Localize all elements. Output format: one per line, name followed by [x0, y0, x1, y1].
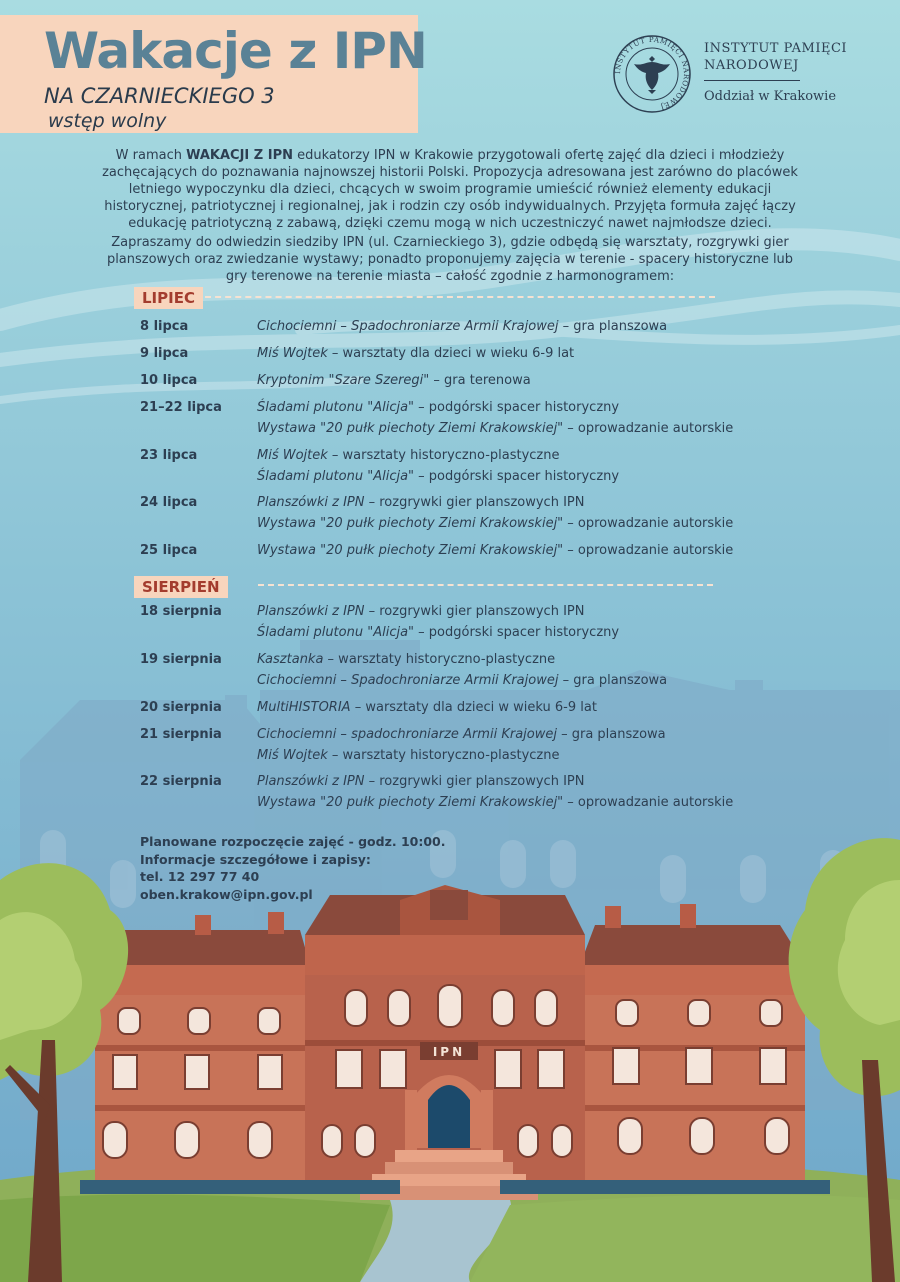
- svg-text:INSTYTUT PAMIĘCI NARODOWEJ: INSTYTUT PAMIĘCI NARODOWEJ: [612, 34, 692, 112]
- event-title: Śladami plutonu "Alicja": [257, 625, 415, 640]
- intro-text: W ramach: [115, 148, 187, 163]
- event-title: Cichociemni – spadochroniarze Armii Krajowej: [257, 727, 557, 742]
- event-description: – gra planszowa: [558, 319, 668, 334]
- phone: tel. 12 297 77 40: [140, 869, 260, 884]
- schedule-date: 21–22 lipca: [140, 400, 222, 415]
- event-description: – warsztaty historyczno-plastyczne: [323, 652, 556, 667]
- event-description: – warsztaty historyczno-plastyczne: [327, 748, 560, 763]
- event-description: – gra terenowa: [429, 373, 531, 388]
- event-title: Cichociemni – Spadochroniarze Armii Krajowej: [257, 673, 559, 688]
- schedule-event: [257, 601, 584, 622]
- event-title: Śladami plutonu "Alicja": [257, 400, 415, 415]
- schedule-event: [257, 370, 531, 391]
- event-description: – oprowadzanie autorskie: [563, 516, 734, 531]
- schedule-event: [257, 466, 619, 487]
- ipn-seal-icon: [612, 34, 692, 114]
- schedule-event: [257, 343, 574, 364]
- event-title: Planszówki z IPN: [257, 774, 365, 789]
- month-divider: [258, 584, 713, 586]
- event-title: Kasztanka: [257, 652, 324, 667]
- schedule-event: [257, 771, 584, 792]
- event-title: Miś Wojtek: [257, 448, 328, 463]
- intro-paragraph-1: [96, 147, 804, 232]
- schedule-date: 10 lipca: [140, 373, 198, 388]
- event-description: – oprowadzanie autorskie: [563, 543, 734, 558]
- institution-divider: [704, 80, 800, 81]
- schedule-event: [257, 622, 619, 643]
- schedule-date: 21 sierpnia: [140, 727, 222, 742]
- event-description: – podgórski spacer historyczny: [414, 469, 620, 484]
- schedule-event: [257, 540, 733, 561]
- event-description: – gra planszowa: [556, 727, 666, 742]
- event-title: Cichociemni – Spadochroniarze Armii Krajowej: [257, 319, 559, 334]
- event-description: – oprowadzanie autorskie: [563, 421, 734, 436]
- schedule-date: 25 lipca: [140, 543, 198, 558]
- email[interactable]: oben.krakow@ipn.gov.pl: [140, 886, 313, 902]
- intro-paragraph-2: Zapraszamy do odwiedzin siedziby IPN (ul. Czarnieckiego 3), gdzie odbędą się warsztaty, rozgrywki gier planszowych oraz zwiedzanie wystawy; ponadto proponujemy zajęcia w terenie - spacery historyczne lub gry terenowe na terenie miasta – całość zgodnie z harmonogramem:: [106, 235, 794, 284]
- month-august: SIERPIEŃ: [134, 576, 228, 598]
- event-title: Wystawa "20 pułk piechoty Ziemi Krakowskiej": [257, 795, 564, 810]
- schedule-event: [257, 792, 733, 813]
- event-description: – warsztaty historyczno-plastyczne: [327, 448, 560, 463]
- schedule-date: 23 lipca: [140, 448, 198, 463]
- event-title: MultiHISTORIA: [257, 700, 351, 715]
- event-description: – rozgrywki gier planszowych IPN: [364, 604, 585, 619]
- event-description: – warsztaty dla dzieci w wieku 6-9 lat: [327, 346, 575, 361]
- event-title: Kryptonim "Szare Szeregi": [257, 373, 430, 388]
- start-time: Planowane rozpoczęcie zajęć - godz. 10:00.: [140, 834, 446, 849]
- schedule-event: [257, 670, 667, 691]
- schedule-event: [257, 745, 559, 766]
- schedule-event: [257, 418, 733, 439]
- schedule-event: [257, 513, 733, 534]
- event-title: Śladami plutonu "Alicja": [257, 469, 415, 484]
- schedule-date: 18 sierpnia: [140, 604, 222, 619]
- event-title: Miś Wojtek: [257, 748, 328, 763]
- intro-highlight: WAKACJI Z IPN: [186, 148, 293, 163]
- event-title: Wystawa "20 pułk piechoty Ziemi Krakowskiej": [257, 421, 564, 436]
- event-description: – rozgrywki gier planszowych IPN: [364, 774, 585, 789]
- event-title: Wystawa "20 pułk piechoty Ziemi Krakowskiej": [257, 543, 564, 558]
- event-description: – rozgrywki gier planszowych IPN: [364, 495, 585, 510]
- contact-info: [140, 833, 446, 903]
- schedule-date: 20 sierpnia: [140, 700, 222, 715]
- lawn-right: [470, 1195, 900, 1282]
- schedule-date: 9 lipca: [140, 346, 189, 361]
- event-title: Miś Wojtek: [257, 346, 328, 361]
- schedule-date: 22 sierpnia: [140, 774, 222, 789]
- ipn-sign: IPN: [432, 1045, 466, 1059]
- schedule-event: [257, 397, 619, 418]
- month-divider: [205, 296, 715, 298]
- schedule-event: [257, 316, 667, 337]
- entry-note: wstęp wolny: [48, 110, 167, 132]
- eagle-icon: [634, 56, 670, 94]
- info-label: Informacje szczegółowe i zapisy:: [140, 851, 371, 867]
- event-description: – oprowadzanie autorskie: [563, 795, 734, 810]
- event-description: – gra planszowa: [558, 673, 668, 688]
- schedule-date: 24 lipca: [140, 495, 198, 510]
- institution-name-line1: INSTYTUT PAMIĘCI: [704, 41, 848, 56]
- event-title: Planszówki z IPN: [257, 604, 365, 619]
- page-title: Wakacje z IPN: [44, 22, 427, 80]
- schedule-date: 8 lipca: [140, 319, 189, 334]
- schedule-event: [257, 649, 555, 670]
- schedule-event: [257, 697, 597, 718]
- event-description: – podgórski spacer historyczny: [414, 625, 620, 640]
- event-title: Wystawa "20 pułk piechoty Ziemi Krakowskiej": [257, 516, 564, 531]
- page-subtitle: NA CZARNIECKIEGO 3: [44, 84, 275, 108]
- schedule-event: [257, 445, 559, 466]
- event-description: – warsztaty dla dzieci w wieku 6-9 lat: [350, 700, 597, 715]
- schedule-event: [257, 492, 584, 513]
- schedule-date: 19 sierpnia: [140, 652, 222, 667]
- institution-name: [704, 40, 847, 74]
- event-description: – podgórski spacer historyczny: [414, 400, 620, 415]
- month-july: LIPIEC: [134, 287, 203, 309]
- institution-branch: Oddział w Krakowie: [704, 89, 837, 104]
- schedule-event: [257, 724, 666, 745]
- event-title: Planszówki z IPN: [257, 495, 365, 510]
- intro-text: edukatorzy IPN w Krakowie przygotowali ofertę zajęć dla dzieci i młodzieży zachęcających do poznawania najnowszej historii Polski. Propozycja adresowana jest zarówno do placówek letniego wypoczynku dla dzieci, chcących w swoim programie umieścić również elementy edukacji historycznej, patriotycznej i regionalnej, jak i rodzin czy osób indywidualnych. Przyjęta formuła zajęć łączy edukację patriotyczną z zabawą, dzięki czemu mogą w nich uczestniczyć nawet najmłodsze dzieci.: [102, 148, 798, 231]
- institution-name-line2: NARODOWEJ: [704, 58, 799, 73]
